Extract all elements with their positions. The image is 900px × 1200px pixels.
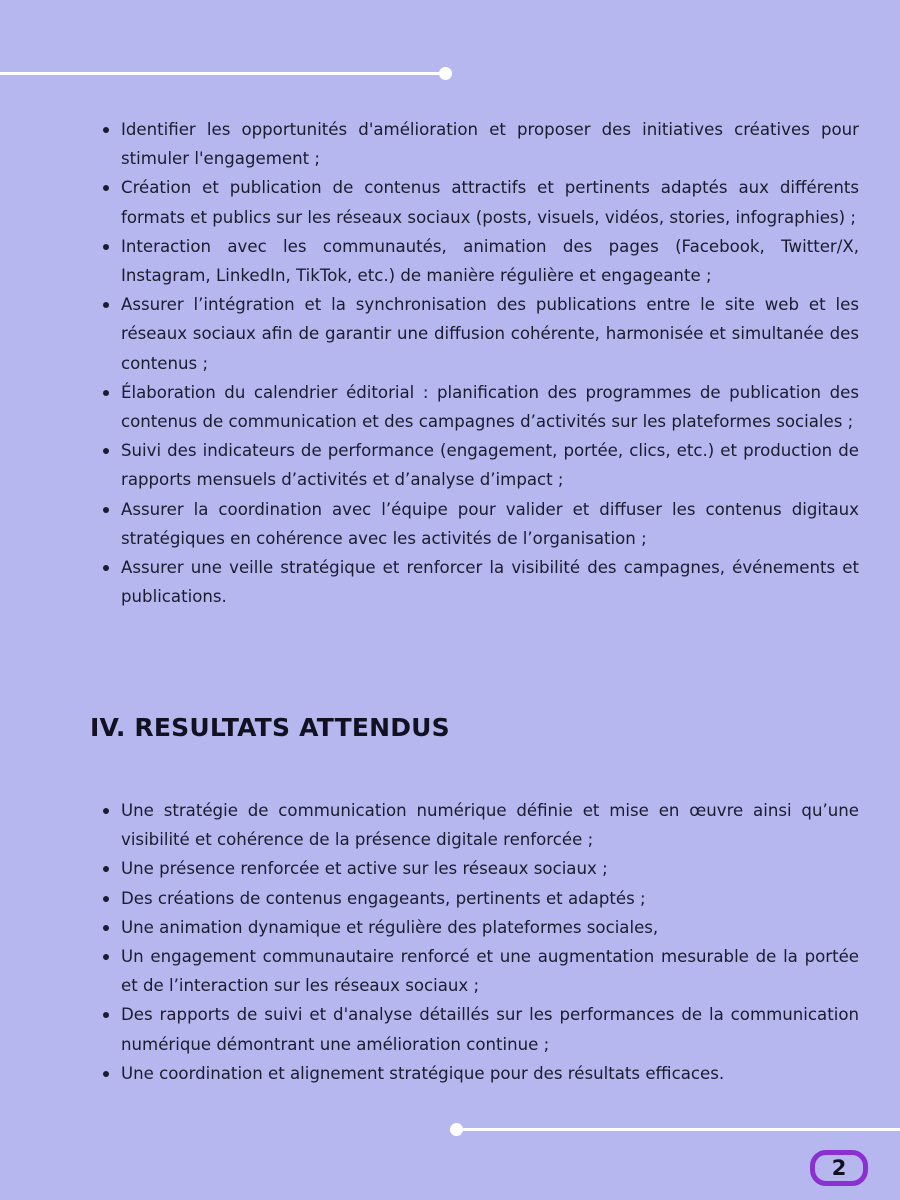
list-item: Suivi des indicateurs de performance (engagement, portée, clics, etc.) et production de rapports mensuels d’activités et d’analyse d’impact ;	[121, 436, 859, 494]
list-item: Une présence renforcée et active sur les réseaux sociaux ;	[121, 854, 859, 883]
list-item: Interaction avec les communautés, animation des pages (Facebook, Twitter/X, Instagram, LinkedIn, TikTok, etc.) de manière régulière et engageante ;	[121, 232, 859, 290]
list-item: Une coordination et alignement stratégique pour des résultats efficaces.	[121, 1059, 859, 1088]
list-item: Identifier les opportunités d'amélioration et proposer des initiatives créatives pour stimuler l'engagement ;	[121, 115, 859, 173]
list-item: Une animation dynamique et régulière des plateformes sociales,	[121, 913, 859, 942]
bottom-divider-line	[456, 1128, 900, 1131]
page-number-badge	[810, 1150, 868, 1186]
list-item: Assurer une veille stratégique et renforcer la visibilité des campagnes, événements et publications.	[121, 553, 859, 611]
activities-list	[92, 115, 859, 611]
list-item: Assurer la coordination avec l’équipe pour valider et diffuser les contenus digitaux stratégiques en cohérence avec les activités de l’organisation ;	[121, 495, 859, 553]
list-item: Assurer l’intégration et la synchronisation des publications entre le site web et les réseaux sociaux afin de garantir une diffusion cohérente, harmonisée et simultanée des contenus ;	[121, 290, 859, 378]
list-item: Des rapports de suivi et d'analyse détaillés sur les performances de la communication numérique démontrant une amélioration continue ;	[121, 1000, 859, 1058]
top-divider-line	[0, 72, 446, 75]
bottom-divider-dot	[450, 1123, 463, 1136]
results-list	[92, 796, 859, 1088]
page-number: 2	[831, 1156, 847, 1180]
list-item: Des créations de contenus engageants, pertinents et adaptés ;	[121, 884, 859, 913]
list-item: Élaboration du calendrier éditorial : planification des programmes de publication des contenus de communication et des campagnes d’activités sur les plateformes sociales ;	[121, 378, 859, 436]
list-item: Création et publication de contenus attractifs et pertinents adaptés aux différents formats et publics sur les réseaux sociaux (posts, visuels, vidéos, stories, infographies) ;	[121, 173, 859, 231]
list-item: Une stratégie de communication numérique définie et mise en œuvre ainsi qu’une visibilité et cohérence de la présence digitale renforcée ;	[121, 796, 859, 854]
list-item: Un engagement communautaire renforcé et une augmentation mesurable de la portée et de l’interaction sur les réseaux sociaux ;	[121, 942, 859, 1000]
section-heading-results: IV. RESULTATS ATTENDUS	[90, 713, 450, 742]
top-divider-dot	[439, 67, 452, 80]
